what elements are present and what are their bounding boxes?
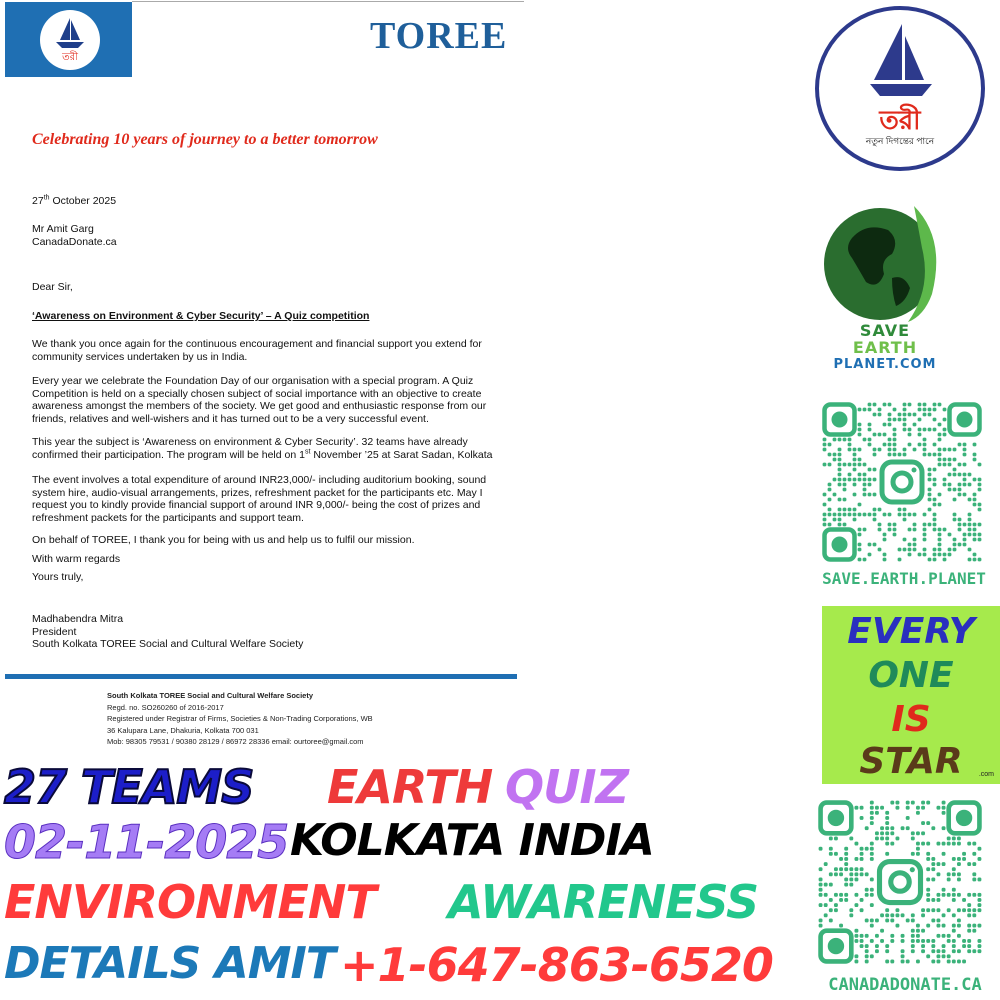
letter-document xyxy=(0,0,525,760)
qr-caption-save-earth: SAVE.EARTH.PLANET xyxy=(822,569,986,588)
paragraph-5: On behalf of TOREE, I thank you for being with us and help us to fulfil our mission. xyxy=(32,534,415,546)
footer-address: 36 Kalupara Lane, Dhakuria, Kolkata 700 031 xyxy=(107,725,259,735)
star-com: .com xyxy=(978,771,994,778)
footer-regd: Regd. no. SO260260 of 2016-2017 xyxy=(107,702,224,712)
is-word: IS xyxy=(891,699,931,740)
save-earth-planet-logo-text xyxy=(810,322,960,373)
closing-regards: With warm regards xyxy=(32,553,121,565)
signer-name: Madhabendra Mitra xyxy=(32,613,124,625)
earth-word: EARTH xyxy=(852,338,918,357)
star-word: STAR xyxy=(859,741,963,782)
svg-text:তরী: তরী xyxy=(62,52,78,63)
letterhead-logo-banner xyxy=(5,2,132,77)
signer-org: South Kolkata TOREE Social and Cultural Welfare Society xyxy=(32,638,304,650)
every-word: EVERY xyxy=(847,611,975,652)
headline-earth: EARTH xyxy=(327,760,493,814)
recipient-block xyxy=(32,223,117,248)
one-word: ONE xyxy=(868,655,954,696)
headline-teams: 27 TEAMS xyxy=(4,760,254,814)
headline-phone: +1-647-863-6520 xyxy=(340,938,773,992)
signature-block xyxy=(32,613,303,651)
earth-globe-icon xyxy=(822,198,948,324)
boat-logo-icon xyxy=(40,10,100,70)
letter-date: 27th October 2025 xyxy=(32,194,117,207)
instagram-icon xyxy=(882,462,922,502)
sailboat-icon xyxy=(866,22,936,100)
salutation: Dear Sir, xyxy=(32,281,73,293)
top-rule xyxy=(132,1,524,2)
toree-bengali-name: তরী xyxy=(879,105,921,135)
everyone-is-star-logo xyxy=(822,606,1000,784)
footer-contact: Mob: 98305 79531 / 90380 28129 / 86972 28336 email: ourtoree@gmail.com xyxy=(107,737,364,746)
footer-rule xyxy=(5,674,517,679)
headline-date: 02-11-2025 xyxy=(4,815,289,869)
signer-title: President xyxy=(32,625,77,638)
subject-line: ‘Awareness on Environment & Cyber Security’ – A Quiz competition xyxy=(32,310,370,322)
paragraph-3: This year the subject is ‘Awareness on environment & Cyber Security’. 32 teams have already confirmed their participation. The program will be held on 1st November ’25 at Sarat Sadan, Kolkata xyxy=(32,436,493,461)
footer-org: South Kolkata TOREE Social and Cultural Welfare Society xyxy=(107,691,314,700)
headline-quiz: QUIZ xyxy=(505,760,628,814)
qr-code-icon xyxy=(822,402,982,562)
qr-caption-canadadonate: CANADADONATE.CA xyxy=(828,975,982,995)
headline-environment: ENVIRONMENT xyxy=(4,875,376,929)
recipient-name: Mr Amit Garg xyxy=(32,223,94,235)
closing-yours: Yours truly, xyxy=(32,571,84,583)
paragraph-2: Every year we celebrate the Foundation Day of our organisation with a special program. A Quiz Competition is held on a specially chosen subject of social importance with an objective to create awareness amongst the members of the society. We get good and enthusiastic response from our friends, relatives and well-wishers and it has turned out to be a very successful event. xyxy=(32,375,487,425)
recipient-org: CanadaDonate.ca xyxy=(32,235,117,248)
planet-word: PLANET.COM xyxy=(833,357,937,372)
letter-footer xyxy=(107,690,373,748)
toree-circle-logo xyxy=(815,6,985,171)
paragraph-4: The event involves a total expenditure of around INR23,000/- including auditorium booking, sound system hire, audio-visual arrangements, prizes, refreshment packet for the participants etc. May I request you to kindly provide financial support of around INR 9,000/- being the cost of prizes and refreshment packets for the participants and support team. xyxy=(32,474,487,524)
footer-registrar: Registered under Registrar of Firms, Societies & Non-Trading Corporations, WB xyxy=(107,714,373,723)
tagline: Celebrating 10 years of journey to a better tomorrow xyxy=(32,131,378,148)
org-name: TOREE xyxy=(370,15,508,57)
headline-details: DETAILS AMIT xyxy=(4,938,335,989)
headline-awareness: AWARENESS xyxy=(448,875,759,929)
qr-code-icon xyxy=(818,800,982,964)
toree-bengali-tagline: নতুন দিগন্তের পানে xyxy=(865,136,935,146)
paragraph-1: We thank you once again for the continuous encouragement and financial support you extend for community services undertaken by us in India. xyxy=(32,338,482,363)
save-word: SAVE xyxy=(859,321,911,340)
headline-location: KOLKATA INDIA xyxy=(290,815,654,866)
instagram-icon xyxy=(880,862,921,903)
